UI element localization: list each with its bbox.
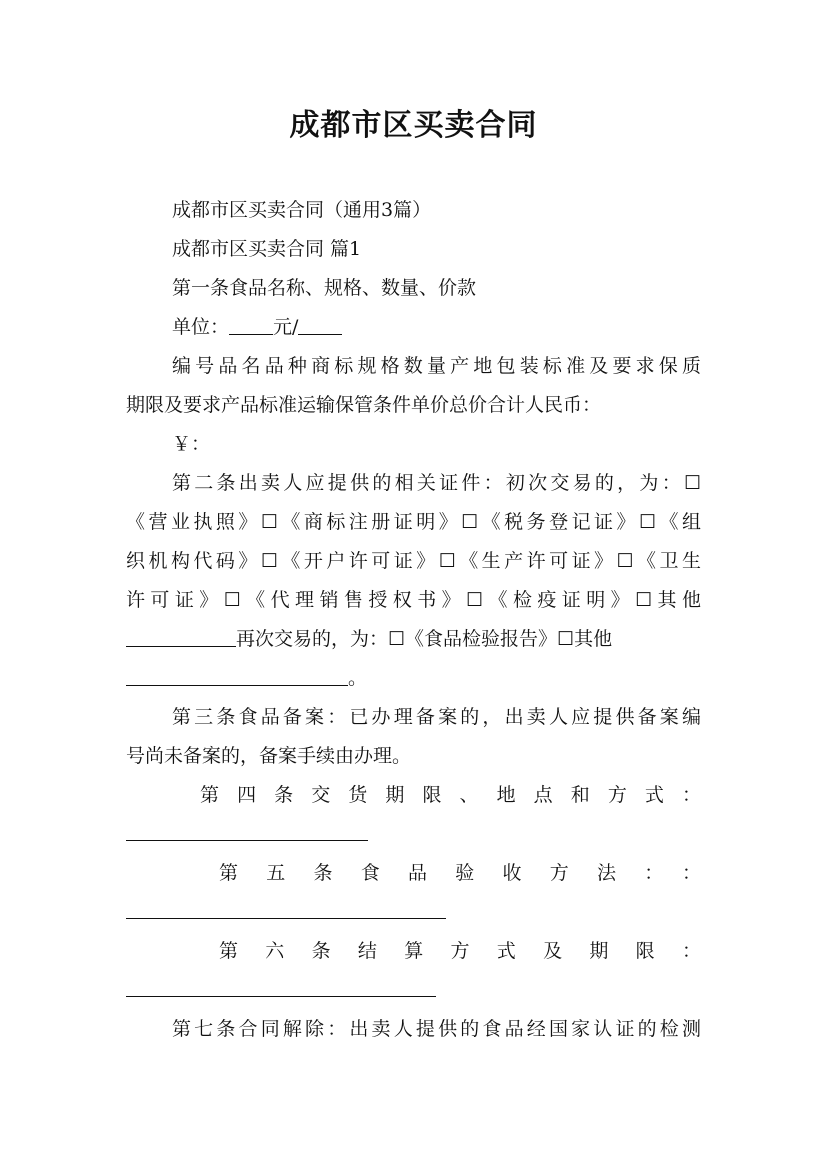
article-6-heading: 第六条结算方式及期限： [219, 940, 701, 962]
blank-underline [298, 316, 342, 335]
paragraph-line: 号尚未备案的，备案手续由办理。 [126, 745, 412, 767]
unit-yuan-label: 元/ [273, 316, 299, 338]
blank-underline [126, 840, 368, 841]
paragraph-line: 织机构代码》☐《开户许可证》☐《生产许可证》☐《卫生 [126, 550, 701, 572]
paragraph-line [126, 658, 701, 698]
section-heading: 成都市区买卖合同 篇1 [172, 238, 362, 260]
blank-underline [229, 316, 273, 335]
paragraph-line [126, 619, 701, 659]
blank-underline [126, 918, 446, 919]
blank-underline [126, 667, 348, 686]
blank-underline [126, 628, 236, 647]
paragraph-line: 编号品名品种商标规格数量产地包装标准及要求保质 [172, 355, 701, 377]
article-1-heading: 第一条食品名称、规格、数量、价款 [172, 277, 477, 299]
unit-label: 单位： [172, 316, 230, 338]
currency-line: ￥： [172, 433, 211, 455]
article-5-heading: 第五条食品验收方法：： [219, 862, 701, 884]
blank-underline [126, 996, 436, 997]
document-title: 成都市区买卖合同 [289, 108, 538, 143]
paragraph-line: 期限及要求产品标准运输保管条件单价总价合计人民币： [126, 394, 602, 416]
subtitle-line: 成都市区买卖合同（通用3篇） [172, 199, 432, 221]
article-7-line: 第七条合同解除：出卖人提供的食品经国家认证的检测 [172, 1018, 701, 1040]
paragraph-line: 许可证》☐《代理销售授权书》☐《检疫证明》☐其他 [126, 589, 701, 611]
article-3-line: 第三条食品备案：已办理备案的，出卖人应提供备案编 [172, 706, 701, 728]
paragraph-line: 《营业执照》☐《商标注册证明》☐《税务登记证》☐《组 [126, 511, 701, 533]
article-4-heading: 第四条交货期限、地点和方式： [200, 784, 701, 806]
article-2-line: 第二条出卖人应提供的相关证件：初次交易的，为：☐ [172, 472, 701, 494]
repeat-trade-text: 再次交易的，为：☐《食品检验报告》☐其他 [236, 628, 613, 650]
unit-line [172, 307, 701, 347]
period-mark: 。 [348, 667, 368, 689]
